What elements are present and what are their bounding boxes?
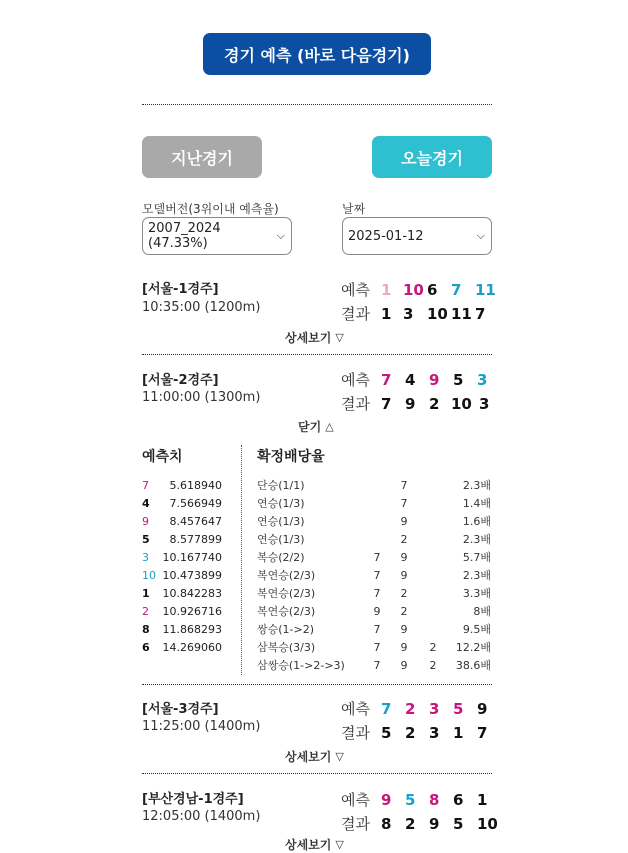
date-select-label: 날짜 — [342, 202, 366, 216]
result-horse-no: 10 — [451, 394, 472, 413]
date-select[interactable] — [342, 217, 492, 255]
prediction-row — [341, 369, 487, 390]
list-item: 5 8.577899 — [142, 533, 222, 546]
divider — [142, 104, 492, 105]
pred-horse-no: 1 — [477, 790, 488, 809]
table-row: 복연승(2/3) 7 9 2.3배 — [257, 569, 491, 582]
result-row — [341, 393, 489, 414]
table-row: 복승(2/2) 7 9 5.7배 — [257, 551, 491, 564]
result-horse-no: 3 — [479, 394, 490, 413]
result-row — [341, 813, 498, 834]
result-label: 결과 — [341, 395, 370, 413]
table-row: 연승(1/3) 9 1.6배 — [257, 515, 491, 528]
result-row — [341, 722, 487, 743]
close-details-label: 닫기 — [298, 420, 322, 434]
result-horse-no: 7 — [381, 394, 392, 413]
result-horse-no: 7 — [475, 304, 486, 323]
result-horse-no: 1 — [453, 723, 464, 742]
result-horse-no: 10 — [427, 304, 448, 323]
pred-horse-no: 11 — [475, 280, 496, 299]
result-horse-no: 7 — [477, 723, 488, 742]
result-horse-no: 1 — [381, 304, 392, 323]
model-select-value: 2007_2024 (47.33%) — [148, 221, 221, 251]
list-item: 3 10.167740 — [142, 551, 222, 564]
list-item: 2 10.926716 — [142, 605, 222, 618]
triangle-down-icon: ▽ — [335, 838, 344, 851]
result-label: 결과 — [341, 724, 370, 742]
tab-today-races[interactable]: 오늘경기 — [372, 136, 492, 178]
race-title: [서울-1경주] — [142, 282, 219, 297]
race-title: [서울-3경주] — [142, 702, 219, 717]
result-horse-no: 5 — [453, 814, 464, 833]
divider — [142, 354, 492, 355]
result-horse-no: 2 — [405, 814, 416, 833]
race-time-distance: 10:35:00 (1200m) — [142, 300, 261, 315]
pred-horse-no: 5 — [453, 370, 464, 389]
close-details-button[interactable] — [298, 418, 334, 435]
list-item: 4 7.566949 — [142, 497, 222, 510]
tab-past-races[interactable]: 지난경기 — [142, 136, 262, 178]
pred-horse-no: 9 — [429, 370, 440, 389]
show-details-label: 상세보기 — [285, 838, 332, 852]
race-time-distance: 11:00:00 (1300m) — [142, 390, 261, 405]
triangle-up-icon: △ — [325, 420, 334, 433]
table-row: 삼쌍승(1->2->3) 7 9 2 38.6배 — [257, 659, 491, 672]
pred-horse-no: 5 — [453, 699, 464, 718]
table-row: 단승(1/1) 7 2.3배 — [257, 479, 491, 492]
pred-horse-no: 9 — [381, 790, 392, 809]
pred-horse-no: 7 — [451, 280, 462, 299]
prediction-row — [341, 698, 487, 719]
table-row: 삼복승(3/3) 7 9 2 12.2배 — [257, 641, 491, 654]
pred-horse-no: 7 — [381, 699, 392, 718]
race-time-distance: 11:25:00 (1400m) — [142, 719, 261, 734]
pred-horse-no: 4 — [405, 370, 416, 389]
next-race-predict-button[interactable]: 경기 예측 (바로 다음경기) — [203, 33, 431, 75]
pred-horse-no: 6 — [453, 790, 464, 809]
pred-horse-no: 1 — [381, 280, 392, 299]
pred-horse-no: 10 — [403, 280, 424, 299]
model-select-label: 모델버전(3위이내 예측율) — [142, 202, 279, 216]
list-item: 7 5.618940 — [142, 479, 222, 492]
result-horse-no: 9 — [405, 394, 416, 413]
prediction-row — [341, 789, 487, 810]
show-details-button[interactable] — [285, 836, 344, 853]
result-horse-no: 8 — [381, 814, 392, 833]
race-title: [부산경남-1경주] — [142, 792, 244, 807]
chevron-down-icon: ⌵ — [276, 229, 285, 242]
table-row: 복연승(2/3) 9 2 8배 — [257, 605, 491, 618]
final-odds-header: 확정배당율 — [257, 449, 325, 465]
result-horse-no: 3 — [403, 304, 414, 323]
table-row: 복연승(2/3) 7 2 3.3배 — [257, 587, 491, 600]
pred-horse-no: 6 — [427, 280, 438, 299]
show-details-button[interactable] — [285, 329, 344, 346]
show-details-button[interactable] — [285, 748, 344, 765]
pred-horse-no: 2 — [405, 699, 416, 718]
pred-horse-no: 7 — [381, 370, 392, 389]
list-item: 1 10.842283 — [142, 587, 222, 600]
result-horse-no: 2 — [405, 723, 416, 742]
race-title: [서울-2경주] — [142, 373, 219, 388]
triangle-down-icon: ▽ — [335, 750, 344, 763]
table-row: 연승(1/3) 7 1.4배 — [257, 497, 491, 510]
pred-horse-no: 9 — [477, 699, 488, 718]
triangle-down-icon: ▽ — [335, 331, 344, 344]
prediction-values-list — [142, 477, 234, 657]
result-row — [341, 303, 485, 324]
result-horse-no: 5 — [381, 723, 392, 742]
chevron-down-icon: ⌵ — [476, 229, 485, 242]
date-select-value: 2025-01-12 — [348, 228, 424, 244]
pred-horse-no: 8 — [429, 790, 440, 809]
show-details-label: 상세보기 — [285, 750, 332, 764]
table-row: 연승(1/3) 2 2.3배 — [257, 533, 491, 546]
result-label: 결과 — [341, 815, 370, 833]
divider — [142, 773, 492, 774]
list-item: 10 10.473899 — [142, 569, 222, 582]
result-horse-no: 9 — [429, 814, 440, 833]
prediction-label: 예측 — [341, 281, 370, 299]
prediction-label: 예측 — [341, 791, 370, 809]
model-select[interactable] — [142, 217, 292, 255]
pred-horse-no: 5 — [405, 790, 416, 809]
prediction-label: 예측 — [341, 371, 370, 389]
table-row: 쌍승(1->2) 7 9 9.5배 — [257, 623, 491, 636]
race-time-distance: 12:05:00 (1400m) — [142, 809, 261, 824]
column-divider — [241, 445, 242, 675]
pred-horse-no: 3 — [477, 370, 488, 389]
prediction-row — [341, 279, 496, 300]
divider — [142, 684, 492, 685]
prediction-label: 예측 — [341, 700, 370, 718]
final-odds-table — [257, 477, 493, 675]
prediction-values-header: 예측치 — [142, 449, 183, 465]
show-details-label: 상세보기 — [285, 331, 332, 345]
list-item: 8 11.868293 — [142, 623, 222, 636]
result-horse-no: 10 — [477, 814, 498, 833]
list-item: 6 14.269060 — [142, 641, 222, 654]
result-label: 결과 — [341, 305, 370, 323]
list-item: 9 8.457647 — [142, 515, 222, 528]
result-horse-no: 3 — [429, 723, 440, 742]
pred-horse-no: 3 — [429, 699, 440, 718]
result-horse-no: 11 — [451, 304, 472, 323]
result-horse-no: 2 — [429, 394, 440, 413]
